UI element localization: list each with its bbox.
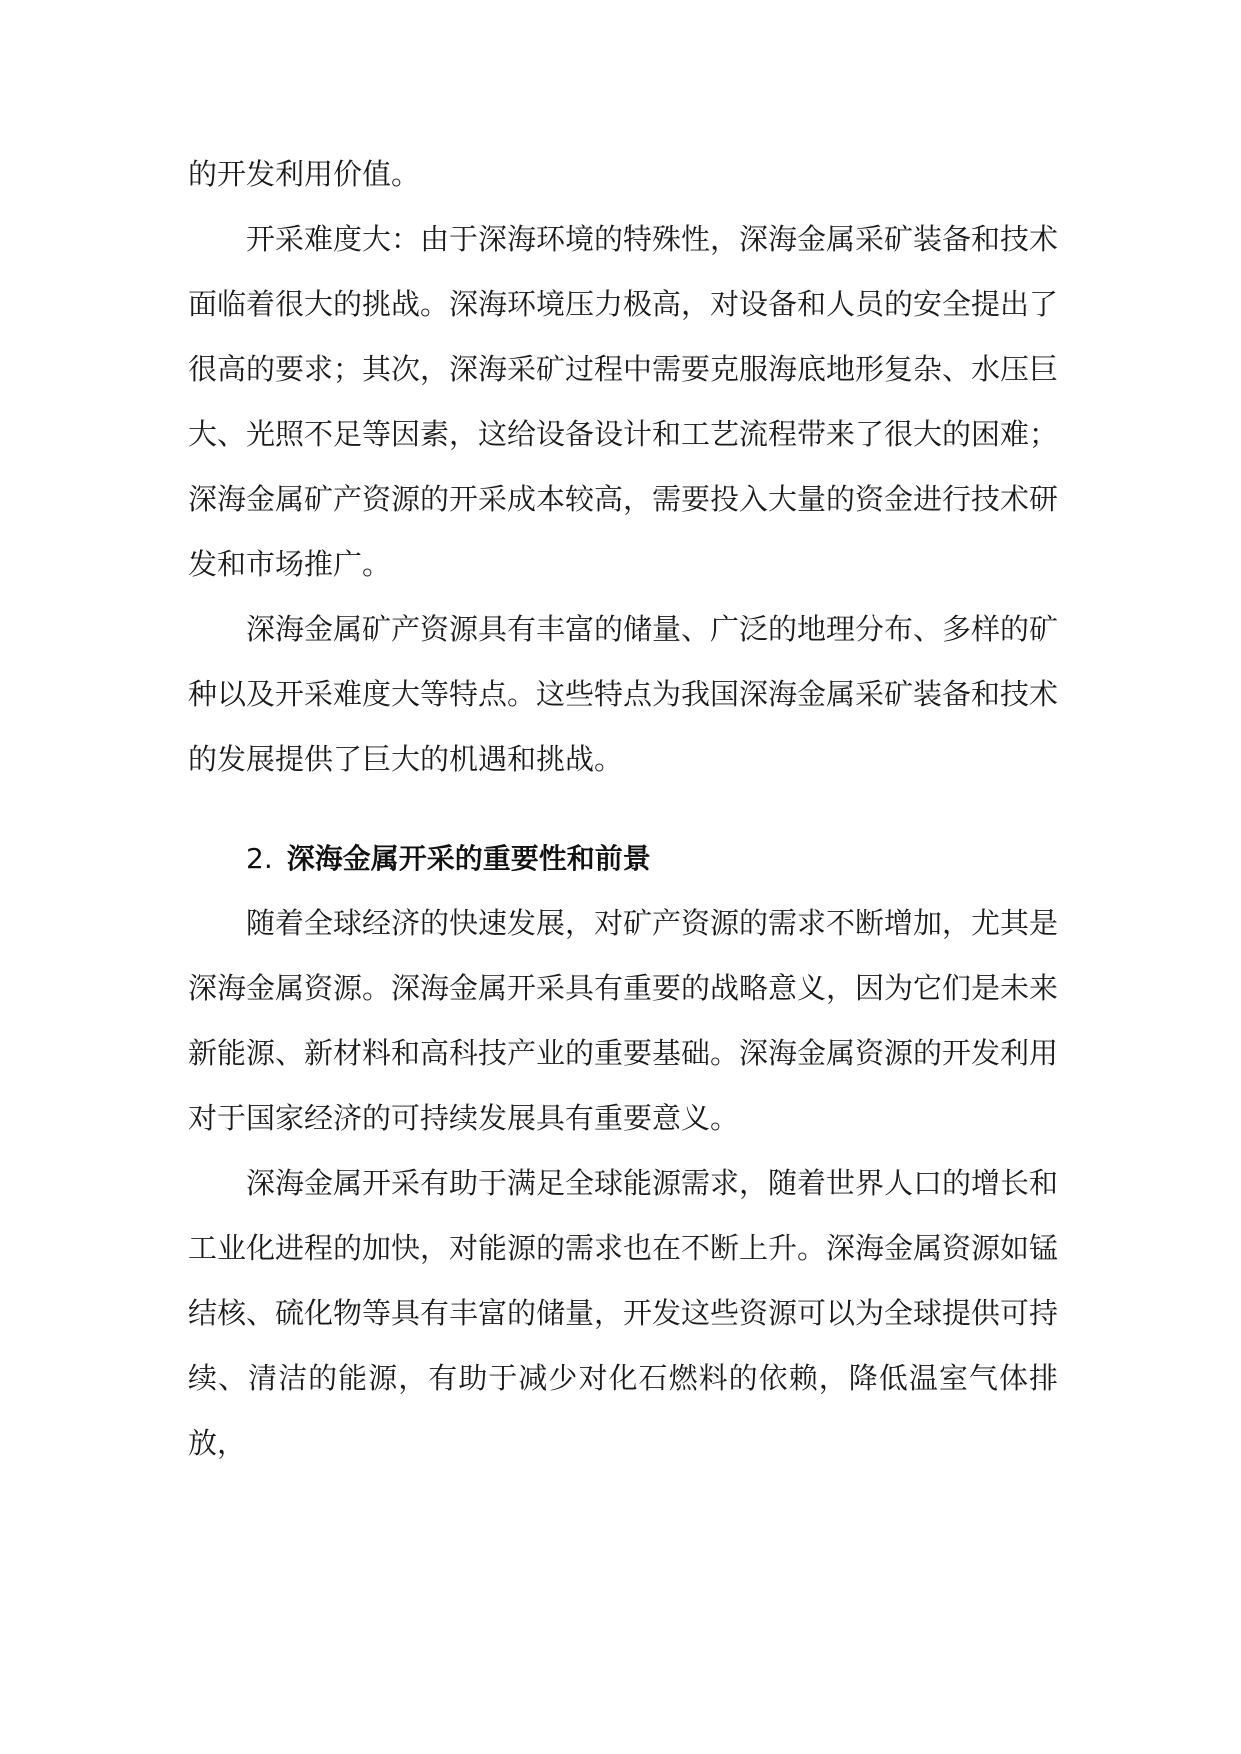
paragraph-resource-summary: 深海金属矿产资源具有丰富的储量、广泛的地理分布、多样的矿种以及开采难度大等特点。这些特点为我国深海金属采矿装备和技术的发展提供了巨大的机遇和挑战。 — [188, 612, 1059, 776]
paragraph-strategic-importance: 随着全球经济的快速发展，对矿产资源的需求不断增加，尤其是深海金属资源。深海金属开采具有重要的战略意义，因为它们是未来新能源、新材料和高科技产业的重要基础。深海金属资源的开发利用对于国家经济的可持续发展具有重要意义。 — [188, 906, 1059, 1135]
section-heading — [188, 826, 1058, 891]
document-body — [188, 142, 1058, 1476]
section-number: 2. — [246, 842, 273, 875]
paragraph-continuation: 的开发利用价值。 — [188, 157, 421, 191]
section-title: 深海金属开采的重要性和前景 — [286, 842, 651, 875]
paragraph-mining-difficulty: 开采难度大：由于深海环境的特殊性，深海金属采矿装备和技术面临着很大的挑战。深海环境压力极高，对设备和人员的安全提出了很高的要求；其次，深海采矿过程中需要克服海底地形复杂、水压巨大、光照不足等因素，这给设备设计和工艺流程带来了很大的困难；深海金属矿产资源的开采成本较高，需要投入大量的资金进行技术研发和市场推广。 — [188, 222, 1059, 581]
paragraph-energy-demand: 深海金属开采有助于满足全球能源需求，随着世界人口的增长和工业化进程的加快，对能源的需求也在不断上升。深海金属资源如锰结核、硫化物等具有丰富的储量，开发这些资源可以为全球提供可持续、清洁的能源，有助于减少对化石燃料的依赖，降低温室气体排放， — [188, 1166, 1059, 1460]
